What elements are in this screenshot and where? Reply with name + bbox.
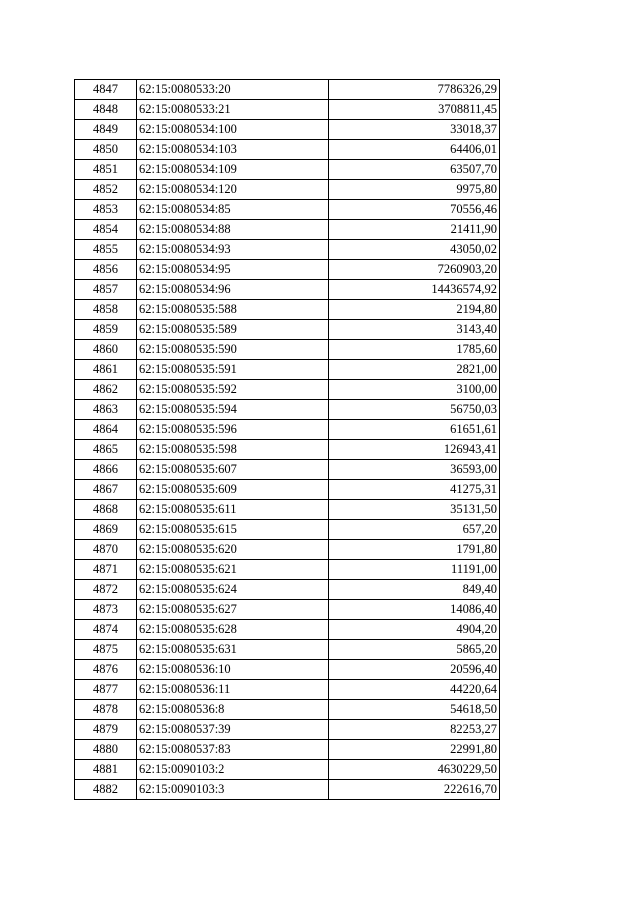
row-number-cell: 4874 <box>75 620 137 640</box>
value-cell: 14086,40 <box>329 600 500 620</box>
row-number-cell: 4869 <box>75 520 137 540</box>
cadastral-number-cell: 62:15:0080535:590 <box>137 340 329 360</box>
value-cell: 849,40 <box>329 580 500 600</box>
row-number-cell: 4879 <box>75 720 137 740</box>
table-row <box>75 220 500 240</box>
cadastral-number-cell: 62:15:0080534:85 <box>137 200 329 220</box>
value-cell: 56750,03 <box>329 400 500 420</box>
table-row <box>75 520 500 540</box>
table-row <box>75 660 500 680</box>
table-row <box>75 200 500 220</box>
table-row <box>75 140 500 160</box>
table-row <box>75 760 500 780</box>
cadastral-number-cell: 62:15:0080537:39 <box>137 720 329 740</box>
cadastral-number-cell: 62:15:0090103:3 <box>137 780 329 800</box>
table-row <box>75 240 500 260</box>
value-cell: 54618,50 <box>329 700 500 720</box>
value-cell: 2821,00 <box>329 360 500 380</box>
row-number-cell: 4868 <box>75 500 137 520</box>
cadastral-number-cell: 62:15:0080533:21 <box>137 100 329 120</box>
row-number-cell: 4876 <box>75 660 137 680</box>
value-cell: 20596,40 <box>329 660 500 680</box>
table-row <box>75 600 500 620</box>
row-number-cell: 4861 <box>75 360 137 380</box>
row-number-cell: 4878 <box>75 700 137 720</box>
table-row <box>75 320 500 340</box>
table-row <box>75 540 500 560</box>
row-number-cell: 4880 <box>75 740 137 760</box>
row-number-cell: 4863 <box>75 400 137 420</box>
row-number-cell: 4859 <box>75 320 137 340</box>
table-row <box>75 120 500 140</box>
table-row <box>75 720 500 740</box>
value-cell: 33018,37 <box>329 120 500 140</box>
cadastral-number-cell: 62:15:0080534:93 <box>137 240 329 260</box>
table-row <box>75 340 500 360</box>
row-number-cell: 4866 <box>75 460 137 480</box>
table-row <box>75 740 500 760</box>
value-cell: 9975,80 <box>329 180 500 200</box>
table-row <box>75 500 500 520</box>
cadastral-number-cell: 62:15:0080537:83 <box>137 740 329 760</box>
cadastral-number-cell: 62:15:0080534:103 <box>137 140 329 160</box>
cadastral-number-cell: 62:15:0080536:8 <box>137 700 329 720</box>
table-row <box>75 280 500 300</box>
value-cell: 3143,40 <box>329 320 500 340</box>
table-row <box>75 780 500 800</box>
row-number-cell: 4867 <box>75 480 137 500</box>
cadastral-number-cell: 62:15:0080534:95 <box>137 260 329 280</box>
table-row <box>75 100 500 120</box>
value-cell: 3708811,45 <box>329 100 500 120</box>
row-number-cell: 4847 <box>75 80 137 100</box>
row-number-cell: 4865 <box>75 440 137 460</box>
value-cell: 64406,01 <box>329 140 500 160</box>
cadastral-number-cell: 62:15:0080535:621 <box>137 560 329 580</box>
row-number-cell: 4850 <box>75 140 137 160</box>
table-row <box>75 160 500 180</box>
cadastral-number-cell: 62:15:0080535:631 <box>137 640 329 660</box>
value-cell: 3100,00 <box>329 380 500 400</box>
row-number-cell: 4873 <box>75 600 137 620</box>
cadastral-number-cell: 62:15:0080535:624 <box>137 580 329 600</box>
table-row <box>75 480 500 500</box>
cadastral-number-cell: 62:15:0080535:620 <box>137 540 329 560</box>
value-cell: 4904,20 <box>329 620 500 640</box>
row-number-cell: 4872 <box>75 580 137 600</box>
value-cell: 14436574,92 <box>329 280 500 300</box>
cadastral-number-cell: 62:15:0080535:594 <box>137 400 329 420</box>
row-number-cell: 4855 <box>75 240 137 260</box>
cadastral-number-cell: 62:15:0080535:607 <box>137 460 329 480</box>
row-number-cell: 4870 <box>75 540 137 560</box>
cadastral-number-cell: 62:15:0080535:615 <box>137 520 329 540</box>
row-number-cell: 4862 <box>75 380 137 400</box>
value-cell: 22991,80 <box>329 740 500 760</box>
table-row <box>75 620 500 640</box>
table-row <box>75 260 500 280</box>
value-cell: 35131,50 <box>329 500 500 520</box>
row-number-cell: 4857 <box>75 280 137 300</box>
cadastral-number-cell: 62:15:0080535:627 <box>137 600 329 620</box>
value-cell: 126943,41 <box>329 440 500 460</box>
table-row <box>75 700 500 720</box>
table-row <box>75 300 500 320</box>
value-cell: 36593,00 <box>329 460 500 480</box>
value-cell: 7260903,20 <box>329 260 500 280</box>
value-cell: 1785,60 <box>329 340 500 360</box>
cadastral-number-cell: 62:15:0080535:589 <box>137 320 329 340</box>
value-cell: 82253,27 <box>329 720 500 740</box>
table-row <box>75 380 500 400</box>
cadastral-number-cell: 62:15:0080536:11 <box>137 680 329 700</box>
value-cell: 70556,46 <box>329 200 500 220</box>
value-cell: 44220,64 <box>329 680 500 700</box>
table-row <box>75 580 500 600</box>
table-body <box>75 80 500 800</box>
cadastral-number-cell: 62:15:0080535:598 <box>137 440 329 460</box>
cadastral-number-cell: 62:15:0080534:120 <box>137 180 329 200</box>
table-row <box>75 360 500 380</box>
table-row <box>75 560 500 580</box>
cadastral-number-cell: 62:15:0080533:20 <box>137 80 329 100</box>
row-number-cell: 4864 <box>75 420 137 440</box>
value-cell: 41275,31 <box>329 480 500 500</box>
row-number-cell: 4881 <box>75 760 137 780</box>
cadastral-number-cell: 62:15:0080534:88 <box>137 220 329 240</box>
row-number-cell: 4858 <box>75 300 137 320</box>
cadastral-number-cell: 62:15:0080536:10 <box>137 660 329 680</box>
value-cell: 43050,02 <box>329 240 500 260</box>
cadastral-number-cell: 62:15:0080534:100 <box>137 120 329 140</box>
table-row <box>75 420 500 440</box>
row-number-cell: 4877 <box>75 680 137 700</box>
value-cell: 5865,20 <box>329 640 500 660</box>
row-number-cell: 4852 <box>75 180 137 200</box>
row-number-cell: 4849 <box>75 120 137 140</box>
row-number-cell: 4875 <box>75 640 137 660</box>
value-cell: 63507,70 <box>329 160 500 180</box>
value-cell: 7786326,29 <box>329 80 500 100</box>
cadastral-number-cell: 62:15:0080535:592 <box>137 380 329 400</box>
row-number-cell: 4848 <box>75 100 137 120</box>
table-row <box>75 80 500 100</box>
cadastral-number-cell: 62:15:0080535:596 <box>137 420 329 440</box>
cadastral-number-cell: 62:15:0080534:109 <box>137 160 329 180</box>
table-row <box>75 680 500 700</box>
row-number-cell: 4853 <box>75 200 137 220</box>
value-cell: 61651,61 <box>329 420 500 440</box>
cadastral-value-table <box>74 79 500 800</box>
value-cell: 222616,70 <box>329 780 500 800</box>
cadastral-number-cell: 62:15:0080535:591 <box>137 360 329 380</box>
row-number-cell: 4851 <box>75 160 137 180</box>
row-number-cell: 4871 <box>75 560 137 580</box>
table-row <box>75 180 500 200</box>
cadastral-number-cell: 62:15:0090103:2 <box>137 760 329 780</box>
cadastral-number-cell: 62:15:0080535:609 <box>137 480 329 500</box>
table-row <box>75 440 500 460</box>
value-cell: 21411,90 <box>329 220 500 240</box>
cadastral-number-cell: 62:15:0080535:628 <box>137 620 329 640</box>
table-row <box>75 460 500 480</box>
value-cell: 2194,80 <box>329 300 500 320</box>
value-cell: 11191,00 <box>329 560 500 580</box>
value-cell: 4630229,50 <box>329 760 500 780</box>
value-cell: 1791,80 <box>329 540 500 560</box>
cadastral-number-cell: 62:15:0080534:96 <box>137 280 329 300</box>
row-number-cell: 4860 <box>75 340 137 360</box>
value-cell: 657,20 <box>329 520 500 540</box>
row-number-cell: 4856 <box>75 260 137 280</box>
table-row <box>75 400 500 420</box>
row-number-cell: 4882 <box>75 780 137 800</box>
table-row <box>75 640 500 660</box>
cadastral-number-cell: 62:15:0080535:611 <box>137 500 329 520</box>
row-number-cell: 4854 <box>75 220 137 240</box>
cadastral-number-cell: 62:15:0080535:588 <box>137 300 329 320</box>
